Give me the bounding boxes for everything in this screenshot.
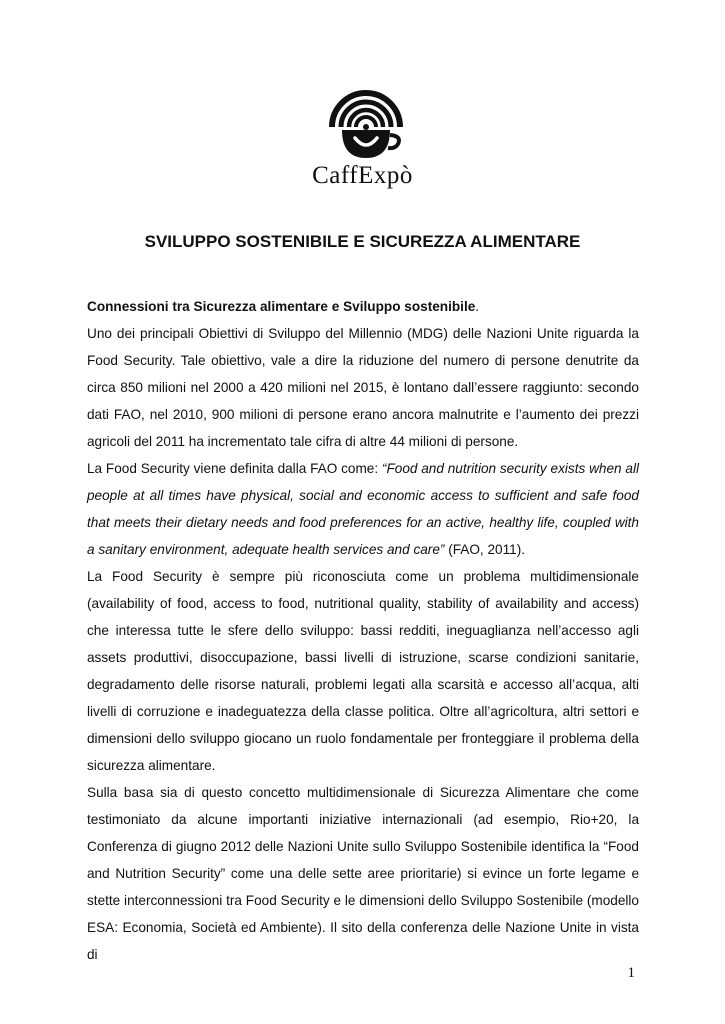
paragraph-sustainability: Sulla basa sia di questo concetto multidimensionale di Sicurezza Alimentare che come testimoniato da alcune importanti iniziative internazionali (ad esempio, Rio+20, la Conferenza di giugno 2012 delle Nazioni Unite sullo Sviluppo Sostenibile identifica la “Food and Nutrition Security” come una delle sette aree prioritarie) si evince un forte legame e stette interconnessioni tra Food Security e le dimensioni dello Sviluppo Sostenibile (modello ESA: Economia, Società ed Ambiente). Il sito della conferenza delle Nazione Unite in vista di: [87, 785, 639, 962]
definition-quote: “Food and nutrition security exists when all people at all times have physical, social and economic access to sufficient and safe food that meets their dietary needs and food preferences for an active, healthy life, coupled with a sanitary environment, adequate health services and care”: [87, 461, 639, 557]
document-title: SVILUPPO SOSTENIBILE E SICUREZZA ALIMENTARE: [144, 232, 581, 251]
definition-source: (FAO, 2011).: [444, 542, 526, 557]
brand-name: CaffExpò: [312, 162, 413, 189]
section-heading: [87, 293, 639, 320]
section-heading-end: .: [475, 299, 480, 314]
section-heading-text: Connessioni tra Sicurezza alimentare e Sviluppo sostenibile: [87, 299, 476, 314]
definition-intro: La Food Security viene definita dalla FAO come:: [87, 461, 382, 476]
document-body: [87, 293, 639, 968]
paragraph-definition: [87, 455, 639, 563]
coffee-cup-signal-icon: [318, 80, 414, 162]
paragraph-mdg: Uno dei principali Obiettivi di Sviluppo del Millennio (MDG) delle Nazioni Unite riguarda la Food Security. Tale obiettivo, vale a dire la riduzione del numero di persone denutrite da circa 850 milioni nel 2000 a 420 milioni nel 2015, è lontano dall’essere raggiunto: secondo dati FAO, nel 2010, 900 milioni di persone erano ancora malnutrite e l’aumento dei prezzi agricoli del 2011 ha incrementato tale cifra di altre 44 milioni di persone.: [87, 326, 639, 449]
paragraph-multidimensional: La Food Security è sempre più riconosciuta come un problema multidimensionale (availability of food, access to food, nutritional quality, stability of availability and access) che interessa tutte le sfere dello sviluppo: bassi redditi, ineguaglianza nell’accesso agli assets produttivi, disoccupazione, bassi livelli di istruzione, scarse condizioni sanitarie, degradamento delle risorse naturali, problemi legati alla scarsità e accesso all’acqua, alti livelli di corruzione e inadeguatezza della classe politica. Oltre all’agricoltura, altri settori e dimensioni dello sviluppo giocano un ruolo fondamentale per fronteggiare il problema della sicurezza alimentare.: [87, 569, 639, 773]
page-number: 1: [627, 965, 635, 981]
